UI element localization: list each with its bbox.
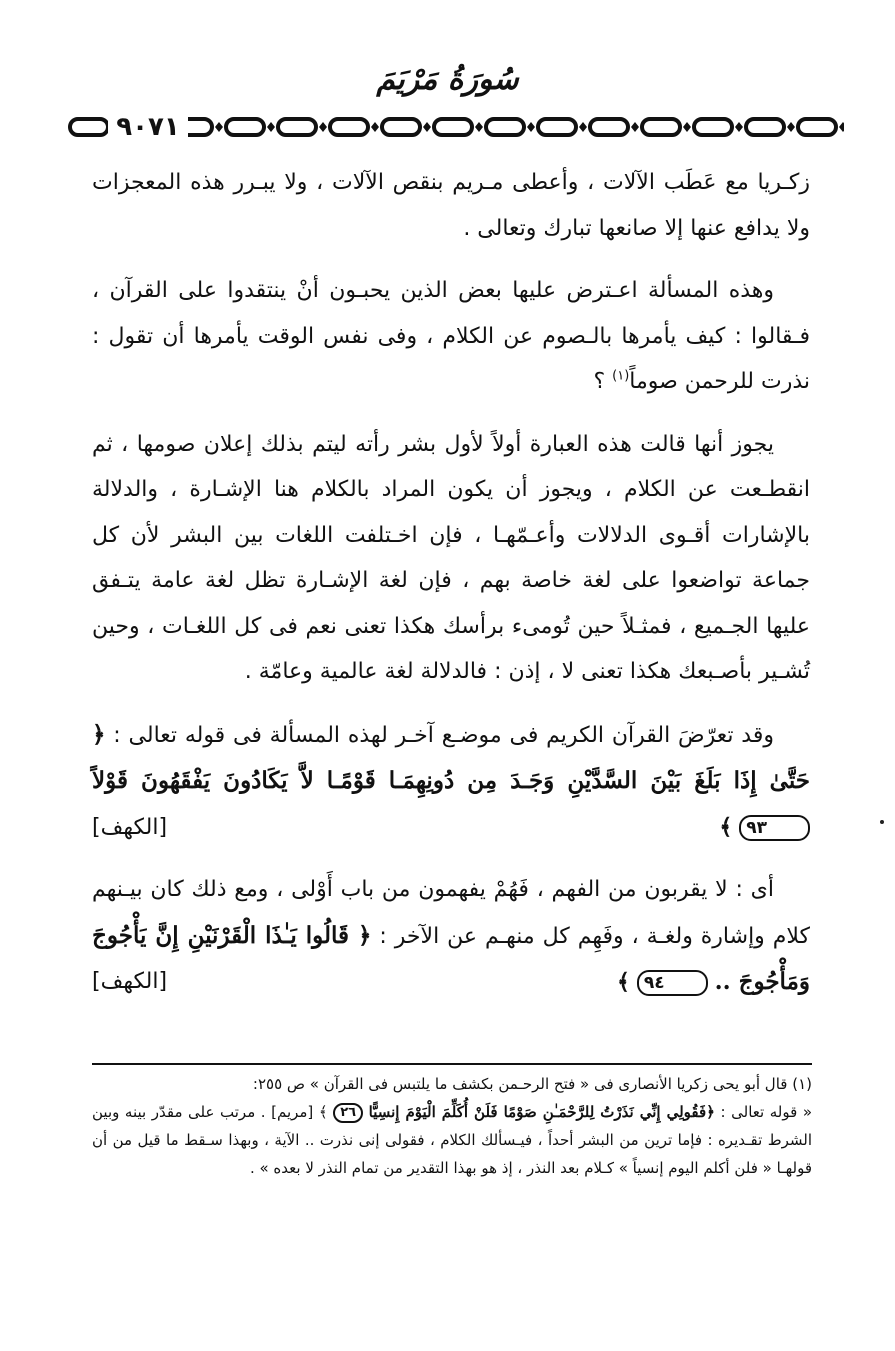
paragraph-text: أى : لا يقربون من الفهم ، فَهُمْ يفهمون من باب أَوْلى ، ومع ذلك كان بيـنهم كلام وإشارة ولغـة ، وفَهِم كل منهـم عن الآخر : (92, 877, 810, 949)
paragraph (92, 712, 810, 851)
border-diamond (839, 122, 844, 132)
surah-reference: [الكهف] (92, 814, 168, 840)
border-link (434, 119, 472, 135)
page-number: ٩٠٧١ (108, 110, 188, 144)
paragraph (92, 268, 810, 405)
border-diamond (527, 122, 535, 132)
paragraph-text: وقد تعرّضَ القرآن الكريم فى موضـع آخـر لهذه المسألة فى قوله تعالى : (105, 722, 774, 748)
footnote-marker[interactable]: (١) (612, 368, 630, 384)
footnote-divider (92, 1063, 812, 1065)
footnote-text: « قوله تعالى : (714, 1103, 812, 1121)
main-text (92, 160, 810, 1023)
border-diamond (267, 122, 275, 132)
border-diamond (423, 122, 431, 132)
paragraph (92, 422, 810, 695)
border-diamond (787, 122, 795, 132)
border-link (278, 119, 316, 135)
border-diamond (475, 122, 483, 132)
paragraph-text: زكـريا مع عَطَب الآلات ، وأعطى مـريم بنقص الآلات ، ولا يبـرر هذه المعجزات ولا يدافع عنها إلا صانعها تبارك وتعالى . (92, 170, 810, 241)
border-link (70, 119, 108, 135)
paragraph (92, 867, 810, 1006)
border-link (590, 119, 628, 135)
border-diamond (735, 122, 743, 132)
border-link (798, 119, 836, 135)
border-link (538, 119, 576, 135)
ayah-number: ٩٤ (637, 970, 708, 996)
ayah-number: ٩٣ (739, 815, 810, 841)
paragraph-text: وهذه المسألة اعـترض عليها بعض الذين يحبـون أنْ ينتقدوا على القرآن ، فـقالوا : كيف يأمرها بالـصوم عن الكلام ، وفى نفس الوقت يأمرها أن تقول : نذرت للرحمن صوماً (92, 278, 810, 394)
surah-title: سُورَةُ مَرْيَمَ (376, 62, 519, 97)
border-link (226, 119, 264, 135)
ayah-number: ٢٦ (333, 1103, 363, 1123)
scan-speck (880, 820, 884, 824)
border-diamond (683, 122, 691, 132)
quran-close-bracket: ﴾ (616, 970, 630, 995)
border-diamond (215, 122, 223, 132)
border-link (330, 119, 368, 135)
border-link (486, 119, 524, 135)
border-diamond (579, 122, 587, 132)
border-diamond (631, 122, 639, 132)
footnote-quran-verse: ﴿فَقُولِي إِنِّي نَذَرْتُ لِلرَّحْمَـٰنِ صَوْمًا فَلَنْ أُكَلِّمَ الْيَوْمَ إِنسِيًّا (368, 1103, 715, 1121)
border-diamond (319, 122, 327, 132)
border-link (746, 119, 784, 135)
quran-verse: ﴿ حَتَّىٰ إِذَا بَلَغَ بَيْنَ السَّدَّيْنِ وَجَـدَ مِن دُونِهِمَـا قَوْمًـا لاَّ يَكَادُونَ يَفْقَهُونَ قَوْلاً (92, 720, 810, 794)
quran-verse: ﴿ قَالُوا يَـٰذَا الْقَرْنَيْنِ إِنَّ يَأْجُوجَ وَمَأْجُوجَ .. (92, 921, 810, 995)
footnotes (92, 1070, 812, 1182)
footnote-line (92, 1098, 812, 1182)
footnote-line (92, 1070, 812, 1098)
border-link (642, 119, 680, 135)
footnote-text: ﴾ [مريم] . مرتب على مقدّر بينه وبين الشرط تقـديره : فإما ترين من البشر أحداً ، فيـسألك الكلام ، فقولى إنى نذرت .. الآية ، وبهذا سـقط ما قيل من أن قولهـا « فلن أكلم اليوم إنسياً » كـلام بعد النذر ، إذ هو بهذا التقدير من تمام النذر لا بعده » . (92, 1103, 812, 1177)
surah-reference: [الكهف] (92, 969, 168, 994)
paragraph-text: يجوز أنها قالت هذه العبارة أولاً لأول بشر رأته ليتم بذلك إعلان صومها ، ثم انقطـعت عن الكلام ، ويجوز أن يكون المراد بالكلام هنا الإشـارة ، والدلالة بالإشارات أقـوى الدلالات وأعـمّهـا ، فإن اخـتلفت اللغات بين البشر لأن كل جماعة تواضعوا على لغة خاصة بهم ، فإن لغة الإشـارة تظل لغة عامة يتـفق عليها الجـميع ، فمثـلاً حين تُومىء برأسك هكذا تعنى نعم فى كل اللغـات ، وحين تُشـير بأصـبعك هكذا تعنى لا ، إذن : فالدلالة لغة عالمية وعامّة . (92, 431, 810, 684)
border-diamond (371, 122, 379, 132)
footnote-text: (١) قال أبو يحى زكريا الأنصارى فى « فتح الرحـمن بكشف ما يلتبس فى القرآن » ص ٢٥٥: (252, 1075, 812, 1093)
border-link (694, 119, 732, 135)
border-link (382, 119, 420, 135)
quran-close-bracket: ﴾ (719, 814, 733, 840)
paragraph-text: ؟ (593, 369, 613, 394)
paragraph (92, 160, 810, 251)
